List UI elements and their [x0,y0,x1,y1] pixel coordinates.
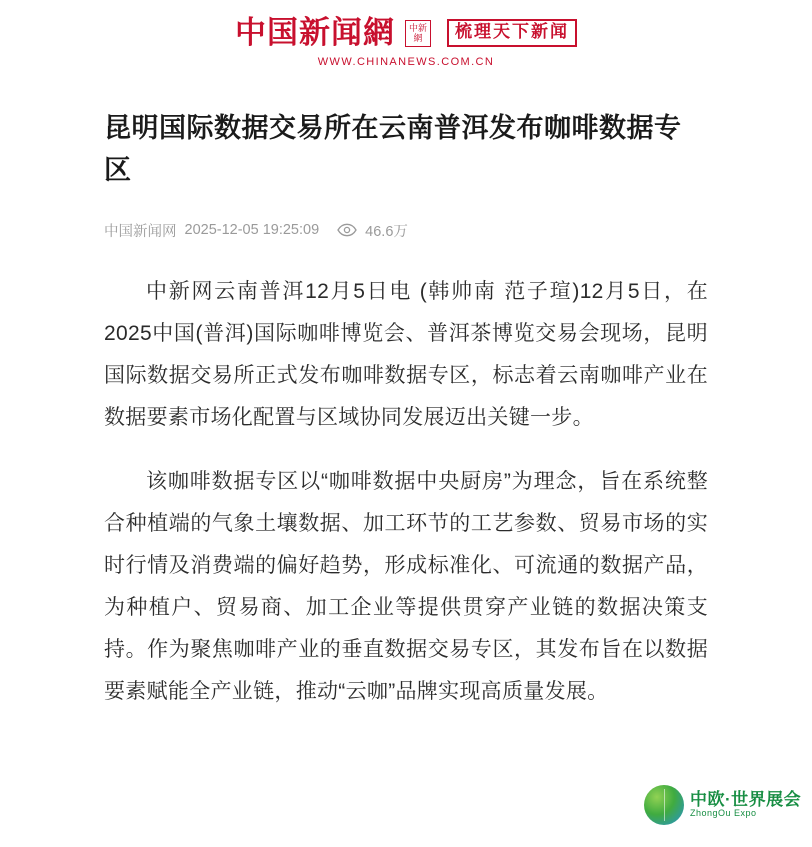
article-view-count: 46.6万 [365,223,408,240]
site-url[interactable]: WWW.CHINANEWS.COM.CN [317,56,495,68]
article-paragraph: 该咖啡数据专区以“咖啡数据中央厨房”为理念，旨在系统整合种植端的气象土壤数据、加工环节的工艺参数、贸易市场的实时行情及消费端的偏好趋势，形成标准化、可流通的数据产品，为种植户、贸易商、加工企业等提供贯穿产业链的数据决策支持。作为聚焦咖啡产业的垂直数据交易专区，其发布旨在以数据要素赋能全产业链，推动“云咖”品牌实现高质量发展。 [104,469,708,703]
article-container [0,108,812,713]
article-body [104,271,708,713]
article-source: 中国新闻网 [104,223,177,240]
site-logo-badge-line2: 網 [413,33,423,44]
globe-icon [644,785,684,825]
site-logo-badge-line1: 中新 [408,23,427,33]
site-logo-badge [405,20,431,47]
expo-watermark-badge [644,783,802,827]
site-slogan-seal: 梳理天下新闻 [447,19,577,47]
page-title: 昆明国际数据交易所在云南普洱发布咖啡数据专区 [104,113,682,186]
article-paragraph: 中新网云南普洱12月5日电 (韩帅南 范子瑄)12月5日，在2025中国(普洱)国际咖啡博览会、普洱茶博览交易会现场，昆明国际数据交易所正式发布咖啡数据专区，标志着云南咖啡产业在数据要素市场化配置与区域协同发展迈出关键一步。 [104,279,708,429]
expo-name-cn: 中欧·世界展会 [690,789,802,809]
eye-icon [337,223,357,237]
logo-row [234,15,577,51]
article-datetime: 2025-12-05 19:25:09 [184,222,320,239]
site-logo-text[interactable]: 中国新闻網 [234,15,395,51]
expo-watermark-text [690,791,801,820]
site-masthead [0,0,812,74]
expo-name-en: ZhongOu Expo [690,808,757,819]
article-meta [104,220,708,241]
